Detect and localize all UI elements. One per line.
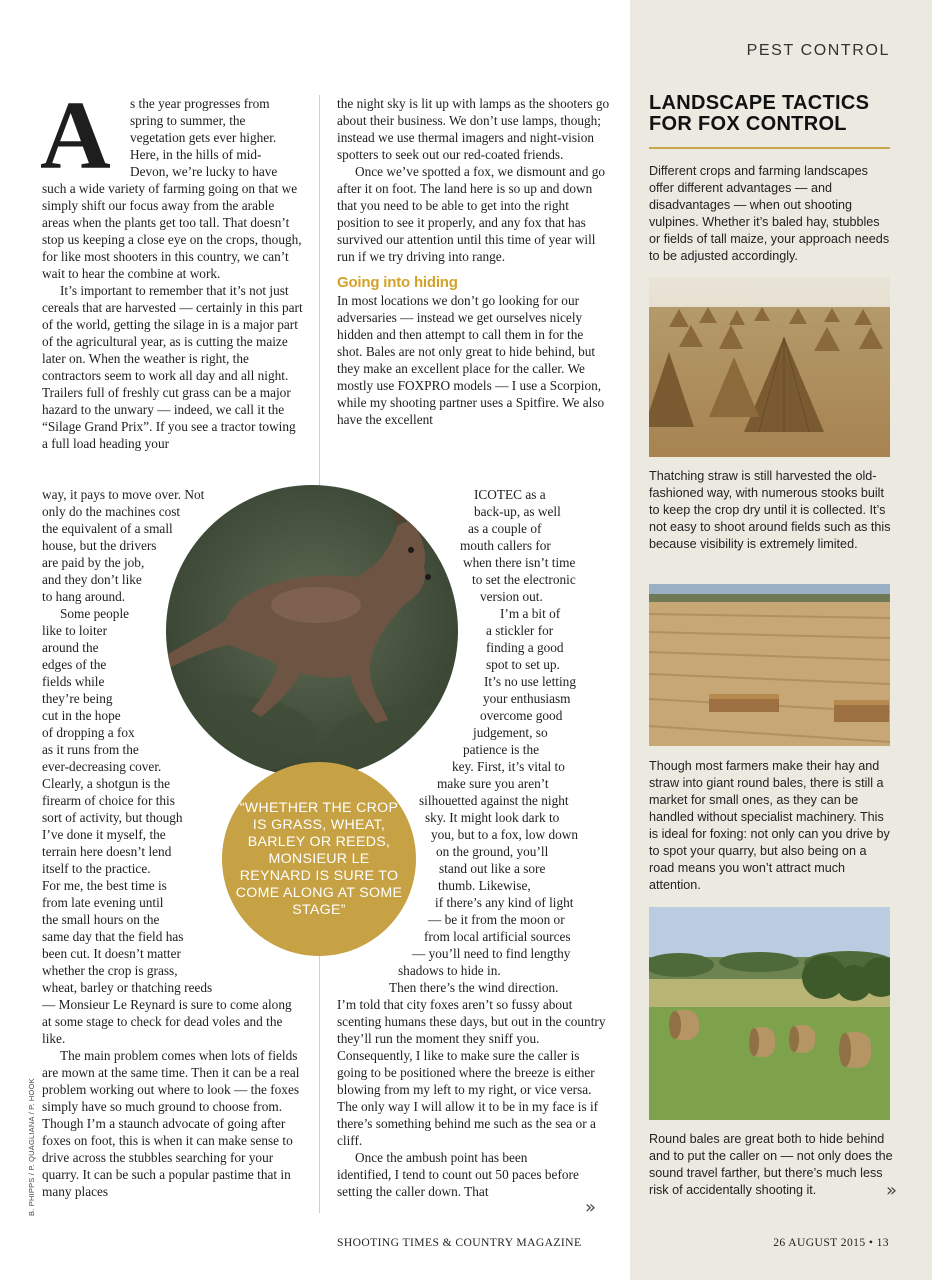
text-line: Here, in the hills of mid- (130, 147, 262, 162)
text-line: patience is the (463, 742, 540, 757)
sidebar-intro: Different crops and farming landscapes offer different advantages — and disadvantages — when out shooting vulpines. Whether it’s baled hay, stubbles or fields of tall maize, your approach needs to be adjusted accordingly. (649, 164, 890, 263)
text-line: back-up, as well (474, 504, 561, 519)
paragraph: — Monsieur Le Reynard is sure to come along at some stage to check for dead voles and the like. (42, 997, 292, 1046)
text-line: Some people (60, 606, 130, 621)
text-line: overcome good (480, 708, 563, 723)
text-line: silhouetted against the night (419, 793, 569, 808)
text-line: sky. It might look dark to (425, 810, 560, 825)
text-line: finding a good (486, 640, 564, 655)
text-line: when there isn’t time (463, 555, 576, 570)
section-label: PEST CONTROL (746, 42, 890, 59)
text-line: vegetation gets ever higher. (130, 130, 277, 145)
text-line: fields while (42, 674, 105, 689)
paragraph: The main problem comes when lots of fields are mown at the same time. Then it can be a real problem working out where to look — the foxes simply have so much ground to choose from. Though I’m a staunch advocate of going after foxes on foot, this is when it can make sense to drive across the stubbles searching for your quarry. It can be such a popular pastime that in many places (42, 1048, 300, 1199)
article-column-1-top (42, 180, 304, 452)
text-line: way, it pays to move over. Not (42, 487, 205, 502)
paragraph: such a wide variety of farming going on that we simply shift our focus away from the arable areas when the plants get too tall. That doesn’t stop us keeping a close eye on the crops, though, for like most shooters in this country, we can’t wait to hear the combine at work. (42, 181, 302, 281)
pull-quote-circle (222, 762, 416, 956)
text-line: the equivalent of a small (42, 521, 173, 536)
text-line: make sure you aren’t (437, 776, 549, 791)
paragraph: It’s important to remember that it’s not just cereals that are harvested — certainly in this part of the world, getting the silage in is a major part of the agricultural year, as is cutting the maize later on. When the weather is right, the contractors seem to work all day and all night. Trailers full of freshly cut grass can be a major hazard to the unwary — indeed, we call it the “Silage Grand Prix”. If you see a tractor towing a full load heading your (42, 283, 303, 451)
footer-date-page: 26 AUGUST 2015 • 13 (773, 1236, 889, 1249)
text-line: spot to set up. (486, 657, 560, 672)
text-line: cut in the hope (42, 708, 121, 723)
pull-quote: “WHETHER THE CROP IS GRASS, WHEAT, BARLEY OR REEDS, MONSIEUR LE REYNARD IS SURE TO COME ALONG AT SOME STAGE” (235, 799, 403, 918)
text-line: — be it from the moon or (428, 912, 565, 927)
text-line: shadows to hide in. (398, 963, 501, 978)
text-line: the small hours on the (42, 912, 160, 927)
text-line: are paid by the job, (42, 555, 145, 570)
text-line: to set the electronic (472, 572, 576, 587)
paragraph: Once the ambush point has been identified, I tend to count out 50 paces before setting the caller down. That (337, 1150, 579, 1199)
text-line: I’ve done it myself, the (42, 827, 166, 842)
text-line: as a couple of (468, 521, 542, 536)
fox-photo (166, 485, 458, 777)
continue-arrow-icon: » (585, 1197, 597, 1218)
article-column-1-bottom (42, 996, 304, 1200)
text-line: to hang around. (42, 589, 126, 604)
text-line: firearm of choice for this (42, 793, 175, 808)
sidebar-title-rule (649, 147, 890, 149)
paragraph: In most locations we don’t go looking for our adversaries — instead we get ourselves nicely hidden and then attempt to call them in for the shot. Bales are not only great to hide behind, but they make an excellent place for the caller. We mostly use FOXPRO models — I use a Scorpion, while my shooting partner uses a Spitfire. We also have the excellent (337, 293, 605, 427)
photo-credits: B. PHIPPS / P. QUAGLIANA / P. HOOK (27, 1078, 36, 1216)
text-line: mouth callers for (460, 538, 551, 553)
sidebar-title: LANDSCAPE TACTICS FOR FOX CONTROL (649, 92, 870, 135)
text-line: s the year progresses from (130, 96, 270, 111)
text-line: edges of the (42, 657, 107, 672)
text-line: sort of activity, but though (42, 810, 183, 825)
text-line: as it runs from the (42, 742, 139, 757)
text-line: ever-decreasing cover. (42, 759, 162, 774)
text-line: terrain here doesn’t lend (42, 844, 172, 859)
photo-round-bales (649, 907, 890, 1120)
text-line: I’m a bit of (500, 606, 561, 621)
text-line: wheat, barley or thatching reeds (42, 980, 213, 995)
text-line: Clearly, a shotgun is the (42, 776, 171, 791)
text-line: like to loiter (42, 623, 107, 638)
text-line: whether the crop is grass, (42, 963, 178, 978)
text-line: of dropping a fox (42, 725, 135, 740)
paragraph: I’m told that city foxes aren’t so fussy about scenting humans these days, but out in the country they’ll run the moment they sniff you. Consequently, I like to make sure the caller is going to be positioned where the breeze is either blowing from my left to my right, or vice versa. The only way I will allow it to be in my face is if there’s something behind me such as the sea or a cliff. (337, 997, 606, 1148)
text-line: been cut. It doesn’t matter (42, 946, 181, 961)
footer-magazine-title: SHOOTING TIMES & COUNTRY MAGAZINE (337, 1236, 582, 1249)
text-line: from local artificial sources (424, 929, 571, 944)
text-line: house, but the drivers (42, 538, 157, 553)
text-line: stand out like a sore (439, 861, 546, 876)
text-line: if there’s any kind of light (435, 895, 574, 910)
paragraph: the night sky is lit up with lamps as the shooters go about their business. We don’t use lamps, though; instead we use thermal imagers and night-vision spotters to seek out our red-coated friends. (337, 96, 610, 162)
text-line: they’re being (42, 691, 113, 706)
text-line: on the ground, you’ll (436, 844, 549, 859)
text-line: key. First, it’s vital to (452, 759, 565, 774)
text-line: itself to the practice. (42, 861, 151, 876)
text-line: a stickler for (486, 623, 554, 638)
text-line: same day that the field has (42, 929, 184, 944)
caption-small-bales: Though most farmers make their hay and straw into giant round bales, there is still a market for small ones, as they can be handled without specialist machinery. This is ideal for foxing: not only can you drive by to spot your quarry, but also being on a road means you won’t attract much attention. (649, 759, 890, 892)
text-line: your enthusiasm (483, 691, 571, 706)
continue-arrow-icon: » (886, 1180, 898, 1201)
caption-stooks: Thatching straw is still harvested the old-fashioned way, with numerous stooks built to keep the crop dry until it is collected. It’s not easy to shoot around fields such as this because visibility is extremely limited. (649, 469, 891, 551)
text-line: around the (42, 640, 99, 655)
text-line: from late evening until (42, 895, 164, 910)
caption-round-bales: Round bales are great both to hide behind and to put the caller on — not only does the sound travel farther, but there’s much less risk of accidentally shooting it. (649, 1132, 893, 1197)
text-line: judgement, so (473, 725, 548, 740)
article-column-2-bottom (337, 996, 612, 1200)
drop-cap: A (40, 82, 111, 190)
text-line: spring to summer, the (130, 113, 246, 128)
text-line: ICOTEC as a (474, 487, 546, 502)
article-column-2-top (337, 95, 612, 428)
text-line: For me, the best time is (42, 878, 167, 893)
paragraph: Once we’ve spotted a fox, we dismount and go after it on foot. The land here is so up and down that you need to be able to get into the right position to see it properly, and any fox that has survived our attention until this time of year will run if we try driving into range. (337, 164, 605, 264)
photo-stooks (649, 277, 890, 457)
photo-small-bales (649, 584, 890, 746)
text-line: — you’ll need to find lengthy (412, 946, 571, 961)
subheading: Going into hiding (337, 274, 458, 291)
text-line: thumb. Likewise, (438, 878, 531, 893)
text-line: only do the machines cost (42, 504, 181, 519)
text-line: Devon, we’re lucky to have (130, 164, 278, 179)
text-line: Then there’s the wind direction. (389, 980, 559, 995)
text-line: It’s no use letting (484, 674, 576, 689)
text-line: and they don’t like (42, 572, 142, 587)
text-line: version out. (480, 589, 543, 604)
text-line: you, but to a fox, low down (431, 827, 578, 842)
